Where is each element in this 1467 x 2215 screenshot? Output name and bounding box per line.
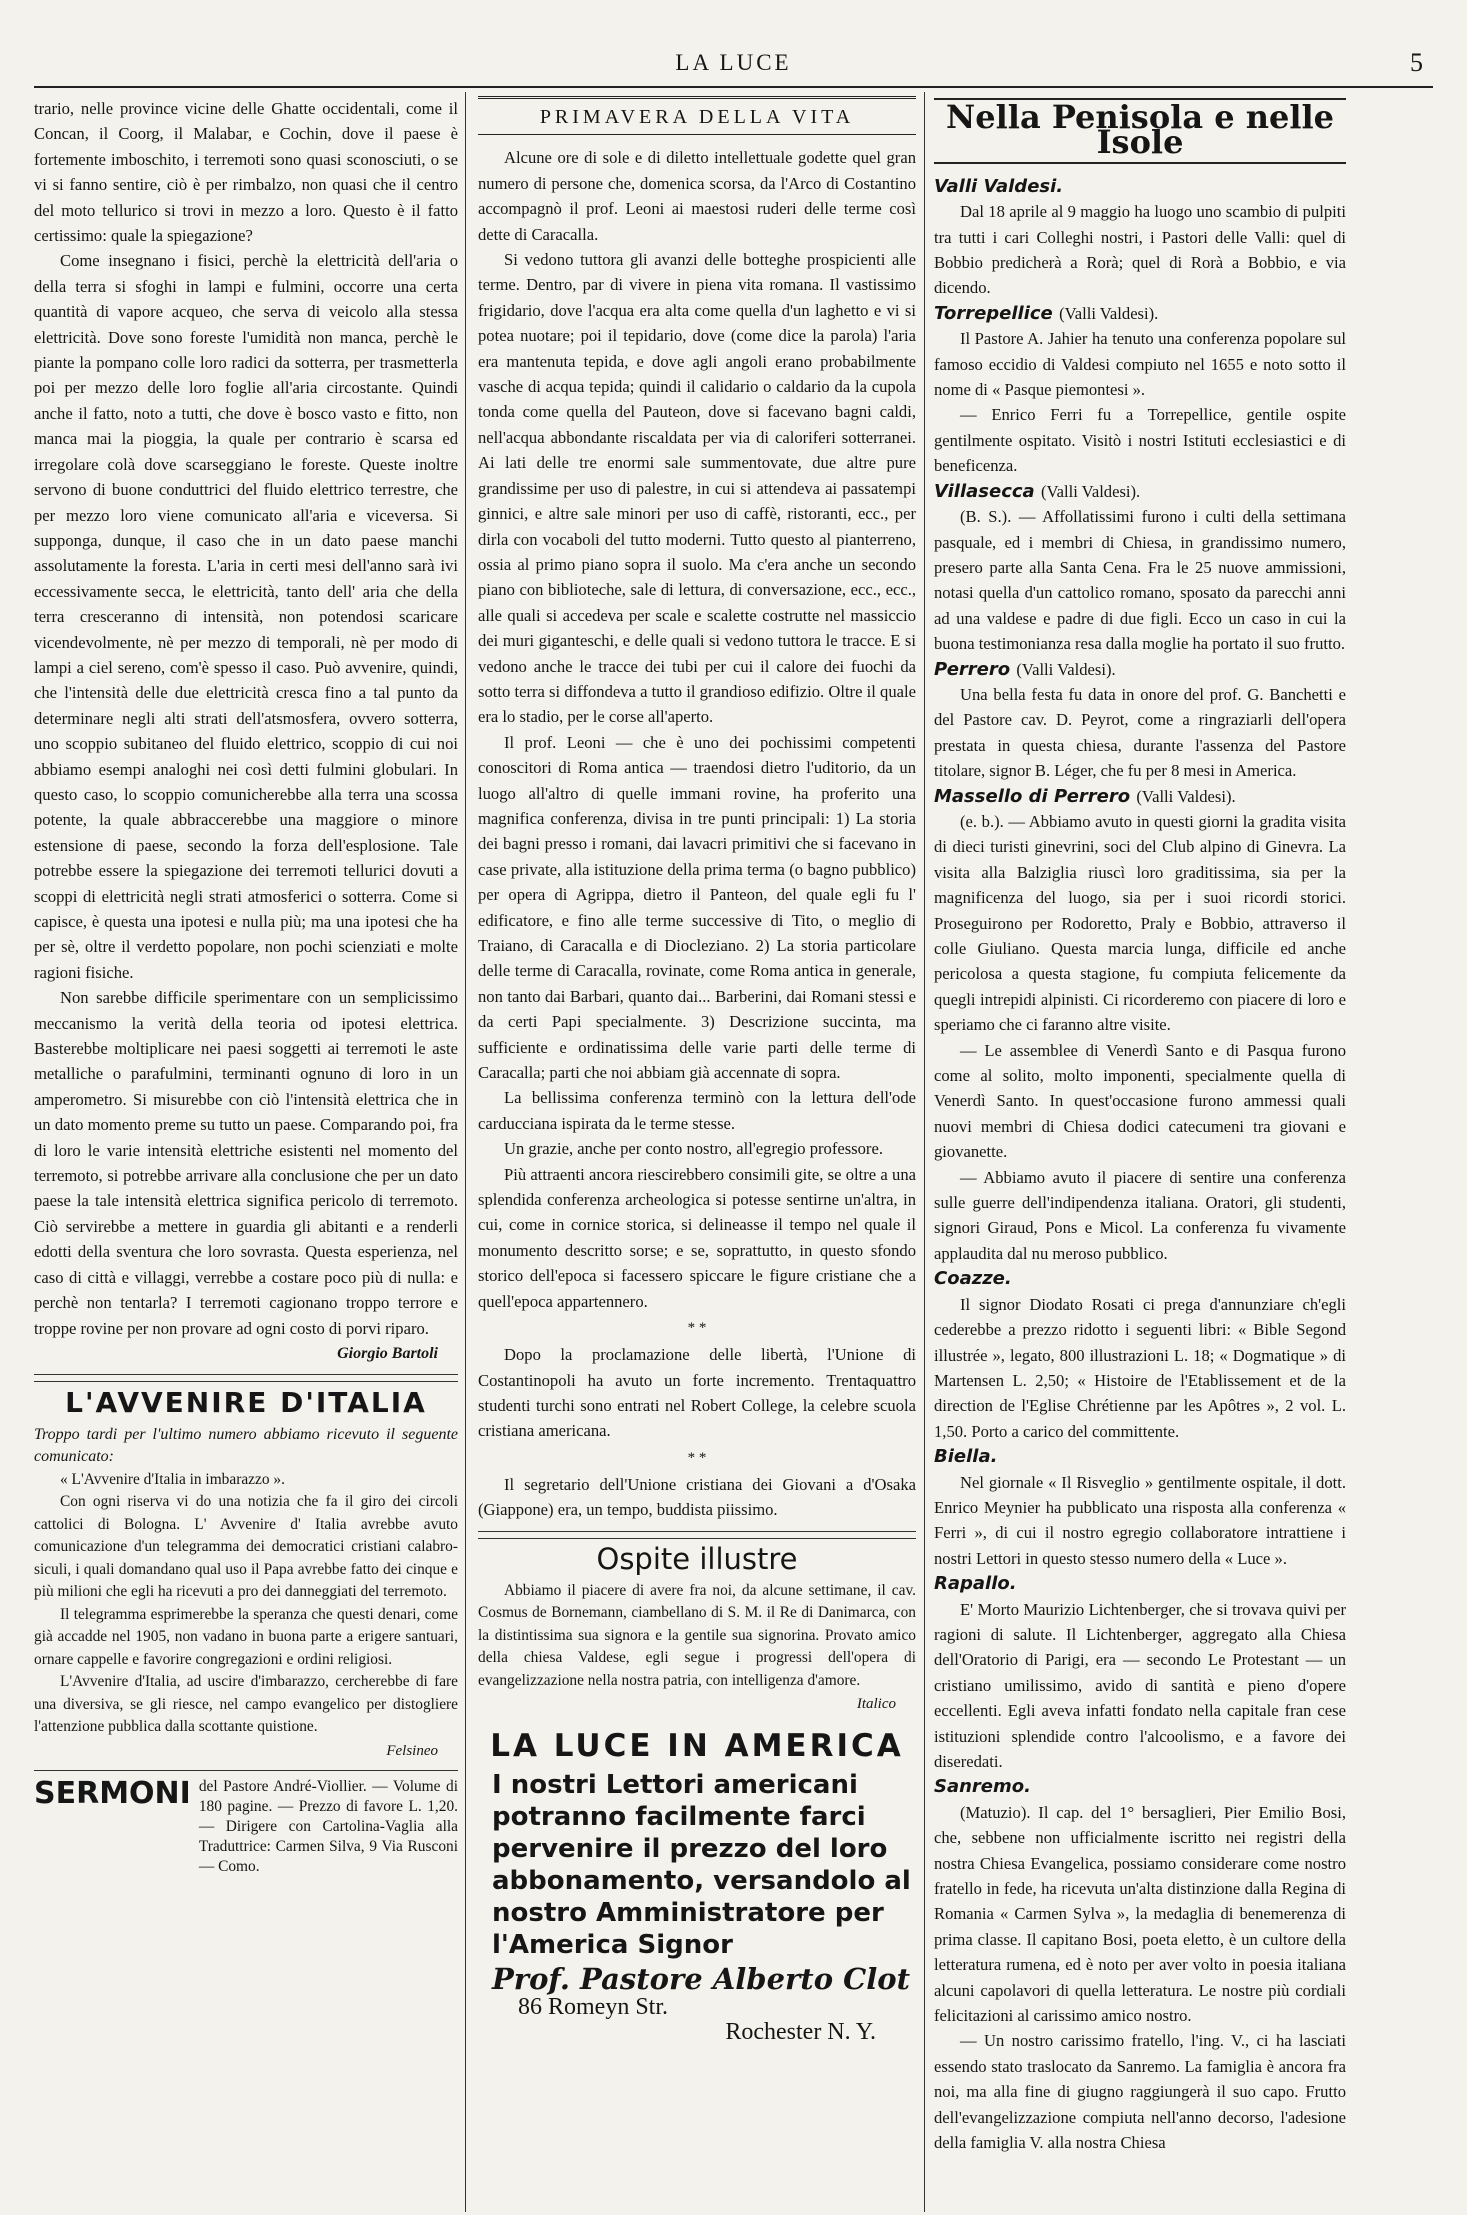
place-name: Massello di Perrero <box>934 785 1131 807</box>
primavera-paragraph: Più attraenti ancora riescirebbero consimili gite, se oltre a una splendida conferenza archeologica si potesse sentirne un'altra, in cui, come in cornice storica, si delineasse il tempo nel quale il monumento descritto sorse; e se, soprattutto, in questo sfondo storico dell'epoca si facessero spiccare le figure cristiane che a quell'epoca appartennero. <box>478 1164 916 1311</box>
avvenire-intro: Troppo tardi per l'ultimo numero abbiamo ricevuto il seguente comunicato: <box>34 1425 458 1466</box>
section-place <box>934 1774 1346 1799</box>
section-paragraph: — Abbiamo avuto il piacere di sentire una conferenza sulle guerre dell'indipendenza italiana. Oratori, gli studenti, signori Giraud, Pons e Micol. La conferenza fu vivamente applaudita dal nu meroso pubblico. <box>934 1167 1346 1263</box>
sermoni-label: SERMONI <box>34 1776 191 1812</box>
section-paragraph: — Le assemblee di Venerdì Santo e di Pasqua furono come al solito, molto imponenti, specialmente quella di Venerdì Santo. In quest'occasione furono ammessi quali nuovi membri di Chiesa dodici catecumeni tra giovani e giovanette. <box>934 1040 1346 1162</box>
luce-america-city: Rochester N. Y. <box>725 2019 876 2046</box>
column-middle <box>478 96 916 2211</box>
section-divider <box>478 1531 916 1539</box>
section-divider <box>34 1770 458 1771</box>
ospite-signature: Italico <box>856 1696 896 1713</box>
newspaper-title: LA LUCE <box>675 50 792 75</box>
column-separator <box>924 92 925 2212</box>
section-paragraph: Nel giornale « Il Risveglio » gentilmente ospitale, il dott. Enrico Meynier ha pubblicato una risposta alla conferenza « Ferri », di cui il nostro egregio collaboratore intrattiene i nostri Lettori in questo stesso numero della « Luce ». <box>934 1472 1346 1568</box>
place-name: Perrero <box>934 658 1011 680</box>
section-place <box>934 784 1346 809</box>
section-paragraph: Il Pastore A. Jahier ha tenuto una conferenza popolare sul famoso eccidio di Valdesi compiuto nel 1655 e noto sotto il nome di « Pasque piemontesi ». <box>934 329 1346 400</box>
avvenire-title: L'AVVENIRE D'ITALIA <box>65 1386 427 1420</box>
asterism: * * <box>687 1320 707 1337</box>
luce-america-body: I nostri Lettori americani potranno facilmente farci pervenire il prezzo del loro abbonamento, versandolo al nostro Amministratore per l'America Signor <box>492 1770 911 1961</box>
page-header <box>0 48 1467 88</box>
sermoni-text: del Pastore André-Viollier. — Volume di 180 pagine. — Prezzo di favore L. 1,20. — Dirigere con Cartolina-Vaglia alla Traduttrice: Carmen Silva, 9 Via Rusconi — Como. <box>198 1778 458 1876</box>
section-place <box>934 301 1346 326</box>
place-name: Valli Valdesi. <box>934 175 1064 197</box>
article-paragraph: Come insegnano i fisici, perchè la elettricità dell'aria o della terra si sfoghi in lampi e fulmini, occorre una certa quantità di vapore acqueo, che serva di veicolo alla stessa elettricità. Dove sono foreste l'umidità non manca, perchè le piante la pompano colle loro radici da sotterra, per trasmetterla poi per mezzo delle loro foglie all'aria circostante. Quindi anche il fatto, noto a tutti, che dove è bosco vasto e fitto, non manca mai la pioggia, la quale per contrario è scarsa ed irregolare colà dove scarseggiano le foreste. Queste inoltre servono di buone conduttrici del fluido elettrico terrestre, che per mezzo loro viene comunicato all'aria e viceversa. Si supponga, dunque, il caso che in un dato paese manchi assolutamente la foresta. L'aria in certi mesi dell'anno sarà ivi eccessivamente secca, le elettricità, tanto dell' aria che della terra cresceranno di intensità, non potendosi scaricare vicendevolmente, nè per mezzo di temporali, nè per modo di lampi a ciel sereno, com'è spesso il caso. Può avvenire, quindi, che l'intensità delle due elettricità cresca fino a tal punto da determinare negli alti strati dell'atsmosfera, ovvero sotterra, uno scoppio subitaneo del fluido elettrico, scoppio di cui noi abbiamo esempi analoghi nei così detti fulmini globulari. In questo caso, lo scoppio comunicherebbe alla terra una scossa potente, la quale abbraccerebbe una maggiore o minore estensione di paese, secondo la forza dell'esplosione. Tale potrebbe essere la spiegazione dei terremoti tellurici dovuti a scoppi di elettricità negli strati atmosferici o sotterra. Come si capisce, è questa una ipotesi e nulla più; ma una ipotesi che ha per sè, oltre il verdetto popolare, non pochi scienziati e molte ragioni fisiche. <box>34 251 458 982</box>
place-name: Sanremo. <box>934 1776 1031 1798</box>
section-paragraph: (Matuzio). Il cap. del 1° bersaglieri, Pier Emilio Bosi, che, sebbene non ufficialmente iscritto nei registri della nostra Chiesa Evangelica, possiamo considerare come nostro fratello in fede, ha ricevuta un'alta distinzione dalla Regina di Romania « Carmen Sylva », la medaglia di benemerenza di prima classe. Il capitano Bosi, poeta eletto, è un cultore della letteratura rumena, ed è noto per aver volto in poesia italiana alcuni capolavori di quella letteratura. Le nostre più cordiali felicitazioni al carissimo amico nostro. <box>934 1802 1346 2026</box>
ospite-title: Ospite illustre <box>596 1541 798 1576</box>
primavera-title: PRIMAVERA DELLA VITA <box>478 96 916 135</box>
article-paragraph: Non sarebbe difficile sperimentare con un semplicissimo meccanismo la verità della teoria od ipotesi elettrica. Basterebbe moltiplicare nei paesi soggetti ai terremoti le aste metalliche o parafulmini, terminanti ognuno di loro in un amperometro. Si misurebbe con ciò l'intensità elettrica che in un dato momento preme su tutto un paese. Comparando poi, fra di loro le varie intensità elettriche esistenti nel momento del terremoto, si potrebbe arrivare alla conclusione che per un dato paese la tale intensità elettrica significa pericolo di terremoto. Ciò servirebbe a mettere in guardia gli abitanti e a renderli edotti della sventura che loro sovrasta. Questa esperienza, nel caso di città e villaggi, verrebbe a costare poco più di nulla: e perchè non tentarla? I terremoti cagionano troppo terrore e troppe rovine per non provare ad ogni costo di porvi riparo. <box>34 988 458 1338</box>
primavera-paragraph: Il prof. Leoni — che è uno dei pochissimi competenti conoscitori di Roma antica — traendosi dietro l'uditorio, da un luogo all'altro di quelle immani rovine, ha proferito una magnifica conferenza, divisa in tre punti principali: 1) La storia dei bagni presso i romani, dai lavacri primitivi che si facevano in case private, alla istituzione della prima terma (o bagno pubblico) per opera di Agrippa, dietro il Panteon, del quale egli fu l' edificatore, e fino alle terme successive di Tito, o meglio di Traiano, di Caracalla e di Diocleziano. 2) La storia particolare delle terme di Caracalla, rovinate, come Roma antica in generale, non tanto dai Barbari, quanto dai... Barberini, dai Romani stessi e da certi Papi specialmente. 3) Descrizione succinta, ma sufficiente e ordinatissima delle varie parti delle terme di Caracalla; parti che noi abbiam già accennate di sopra. <box>478 732 916 1083</box>
place-sub: (Valli Valdesi). <box>1040 481 1141 501</box>
primavera-paragraph: Alcune ore di sole e di diletto intellettuale godette quel gran numero di persone che, domenica scorsa, da l'Arco di Costantino accompagnò il prof. Leoni ai maestosi ruderi delle terme così dette di Caracalla. <box>478 148 916 244</box>
sermoni-ad <box>34 1777 458 1877</box>
place-name: Coazze. <box>934 1268 1012 1290</box>
section-place <box>934 1571 1346 1596</box>
asterism: * * <box>687 1449 707 1466</box>
avvenire-paragraph: « L'Avvenire d'Italia in imbarazzo ». <box>60 1470 285 1488</box>
header-rule <box>34 86 1433 88</box>
section-divider <box>34 1374 458 1382</box>
place-sub: (Valli Valdesi). <box>1016 659 1116 679</box>
article-paragraph: trario, nelle province vicine delle Ghatte occidentali, come il Concan, il Coorg, il Malabar, e Cochin, dove il paese è fortemente imboschito, i terremoti sono quasi sconosciuti, o se vi si fanno sentire, ciò è per rimbalzo, non quasi che il centro del moto tellurico si trovi in mezzo a loro. Questo è il fatto certissimo: quale la spiegazione? <box>34 99 458 246</box>
primavera-paragraph: La bellissima conferenza terminò con la lettura dell'ode carducciana ispirata da le terme stesse. <box>478 1088 916 1133</box>
news-note: Il segretario dell'Unione cristiana dei Giovani a d'Osaka (Giappone) era, un tempo, buddista piissimo. <box>478 1474 916 1520</box>
section-paragraph: — Enrico Ferri fu a Torrepellice, gentile ospite gentilmente ospitato. Visitò i nostri Istituti ecclesiastici e di beneficenza. <box>934 405 1346 476</box>
section-paragraph: — Un nostro carissimo fratello, l'ing. V., ci ha lasciati essendo stato traslocato da Sanremo. La famiglia è ancora fra noi, ma alla fine di giugno raggiungerà il suo capo. Frutto dell'evangelizzazione compiuta nell'anno decorso, l'adesione della famiglia V. alla nostra Chiesa <box>934 2031 1346 2153</box>
column-right <box>934 96 1346 2211</box>
section-place <box>934 479 1346 504</box>
section-paragraph: Dal 18 aprile al 9 maggio ha luogo uno scambio di pulpiti tra tutti i cari Colleghi nostri, i Pastori delle Valli: quel di Bobbio predicherà a Rorà; quel di Rorà a Bobbio, e via dicendo. <box>934 202 1346 298</box>
section-paragraph: Il signor Diodato Rosati ci prega d'annunziare ch'egli cederebbe a prezzo ridotto i seguenti libri: « Bible Segond illustrée », legato, 800 illustrazioni L. 18; « Dogmatique » di Martensen L. 2,50; « Histoire de l'Etablissement et de la direction de l'Eglise Chrétienne par les Apôtres », 2 vol. L. 1,50. Porto a carico del committente. <box>934 1294 1346 1441</box>
column-separator <box>465 92 466 2212</box>
avvenire-paragraph: L'Avvenire d'Italia, ad uscire d'imbarazzo, cercherebbe di fare una diversiva, se gli riesce, nel campo evangelico per distogliere l'attenzione pubblica dalla scottante quistione. <box>34 1673 458 1736</box>
luce-america-address: 86 Romeyn Str. <box>518 1993 669 2020</box>
section-paragraph: Una bella festa fu data in onore del prof. G. Banchetti e del Pastore cav. D. Peyrot, come a ringraziarli dell'opera prestata in questa chiesa, durante l'assenza del Pastore titolare, signor B. Léger, che fu per 8 mesi in America. <box>934 684 1346 781</box>
article-signature: Giorgio Bartoli <box>337 1344 438 1362</box>
page-number: 5 <box>1410 48 1423 77</box>
luce-america-name: Prof. Pastore Alberto Clot <box>492 1962 910 1997</box>
place-name: Biella. <box>934 1446 998 1468</box>
primavera-paragraph: Un grazie, anche per conto nostro, all'egregio professore. <box>504 1139 883 1159</box>
section-place <box>934 174 1346 199</box>
penisola-title: Nella Penisola e nelle Isole <box>934 98 1346 164</box>
place-name: Torrepellice <box>934 302 1053 324</box>
primavera-paragraph: Si vedono tuttora gli avanzi delle botteghe prospicienti alle terme. Dentro, par di vivere in piena vita romana. Il vastissimo frigidario, dove l'acqua era alta come quella d'un laghetto e vi si potea nuotare; poi il tepidario, dove (come dice la parola) l'aria era mantenuta tepida, e dove agli angoli erano probabilmente vasche di acqua tepida; quindi il calidario o caldario da la cupola tonda come quella del Pauteon, dove si facevano bagni caldi, nell'acqua abbondante riscaldata per via di caloriferi sotterranei. Ai lati delle tre enormi sale summentovate, due altre pure grandissime per uso di palestre, in cui si attendeva ai passatempi ginnici, e altre sale minori per uso di caffè, ristoranti, ecc., per dirla con vocaboli del tutto moderni. Tutto questo al pianterreno, ossia al primo piano sopra il suolo. Ma c'era anche un secondo piano con biblioteche, sale di lettura, di conversazione, ecc., ecc., alle quali si accedeva per scale e scalette costrutte nel massiccio dei muri giganteschi, e delle quali si vedono tuttora le tracce. E si vedono anche le tracce dei tubi per cui il calore dei fuochi da sotto terra si diffondeva a tutto il grandioso edifizio. Oltre il quale era lo stadio, per le corse all'aperto. <box>478 250 916 727</box>
place-name: Rapallo. <box>934 1573 1017 1595</box>
luce-america-title: LA LUCE IN AMERICA <box>490 1727 904 1764</box>
section-place <box>934 1444 1346 1469</box>
ospite-text: Abbiamo il piacere di avere fra noi, da alcune settimane, il cav. Cosmus de Bornemann, ciambellano di S. M. il Re di Danimarca, con la distintissima sua signora e la gentile sua signorina. Provato amico della chiesa Valdese, egli segue i progressi dell'opera di evangelizzazione nella nostra patria, con intelligenza d'amore. <box>478 1581 916 1689</box>
avvenire-paragraph: Il telegramma esprimerebbe la speranza che questi denari, come già accadde nel 1905, non vadano in buona parte a erigere santuari, ornare cappelle e favorire congregazioni e ordini religiosi. <box>34 1605 458 1668</box>
section-paragraph: E' Morto Maurizio Lichtenberger, che si trovava quivi per ragioni di salute. Il Lichtenberger, aggregato alla Chiesa dell'Oratorio di Parigi, era — secondo Le Protestant — un cristiano umilissimo, avido di santità e pieno d'opere eccellenti. Egli aveva infatti fondato nella capitale fran cese istituzioni splendide contro l'alcoolismo, e a favore dei diseredati. <box>934 1599 1346 1771</box>
column-left <box>34 96 458 2211</box>
place-sub: (Valli Valdesi). <box>1059 303 1159 323</box>
avvenire-paragraph: Con ogni riserva vi do una notizia che fa il giro dei circoli cattolici di Bologna. L' Avvenire d' Italia avrebbe avuto comunicazione d'un telegramma dei democratici cristiani calabro-siculi, i quali domandano qual uso il Papa avrebbe fatto dei cinque e più milioni che egli ha ricevuti a pro dei danneggiati del terremoto. <box>34 1493 458 1601</box>
avvenire-signature: Felsineo <box>386 1742 438 1759</box>
section-paragraph: (B. S.). — Affollatissimi furono i culti della settimana pasquale, ed i membri di Chiesa, in grandissimo numero, presero parte alla Santa Cena. Fra le 25 nuove ammissioni, notasi quella d'un cattolico romano, sposato da parecchi anni ad una valdese e padre di due figli. Ecco un caso in cui la buona testimonianza resa dalla moglie ha portato il suo frutto. <box>934 507 1346 654</box>
section-place <box>934 657 1346 682</box>
place-sub: (Valli Valdesi). <box>1136 786 1236 806</box>
section-paragraph: (e. b.). — Abbiamo avuto in questi giorni la gradita visita di dieci turisti ginevrini, soci del Club alpino di Ginevra. La visita alla Balziglia riuscì loro graditissima, sia per la magnificenza del luogo, sia per i suoi ricordi storici. Proseguirono per Rodoretto, Praly e Bobbio, attraverso il colle Giuliano. Questa marcia lunga, difficile ed anche pericolosa a questa stagione, fu compiuta felicemente da quegli intrepidi alpinisti. Ci ricorderemo con piacere di loro e speriamo che ci faranno altre visite. <box>934 811 1346 1035</box>
news-note: Dopo la proclamazione delle libertà, l'Unione di Costantinopoli ha avuto un forte incremento. Trentaquattro studenti turchi sono entrati nel Robert College, la celebre scuola cristiana americana. <box>478 1345 916 1441</box>
section-place <box>934 1266 1346 1291</box>
place-name: Villasecca <box>934 480 1035 502</box>
